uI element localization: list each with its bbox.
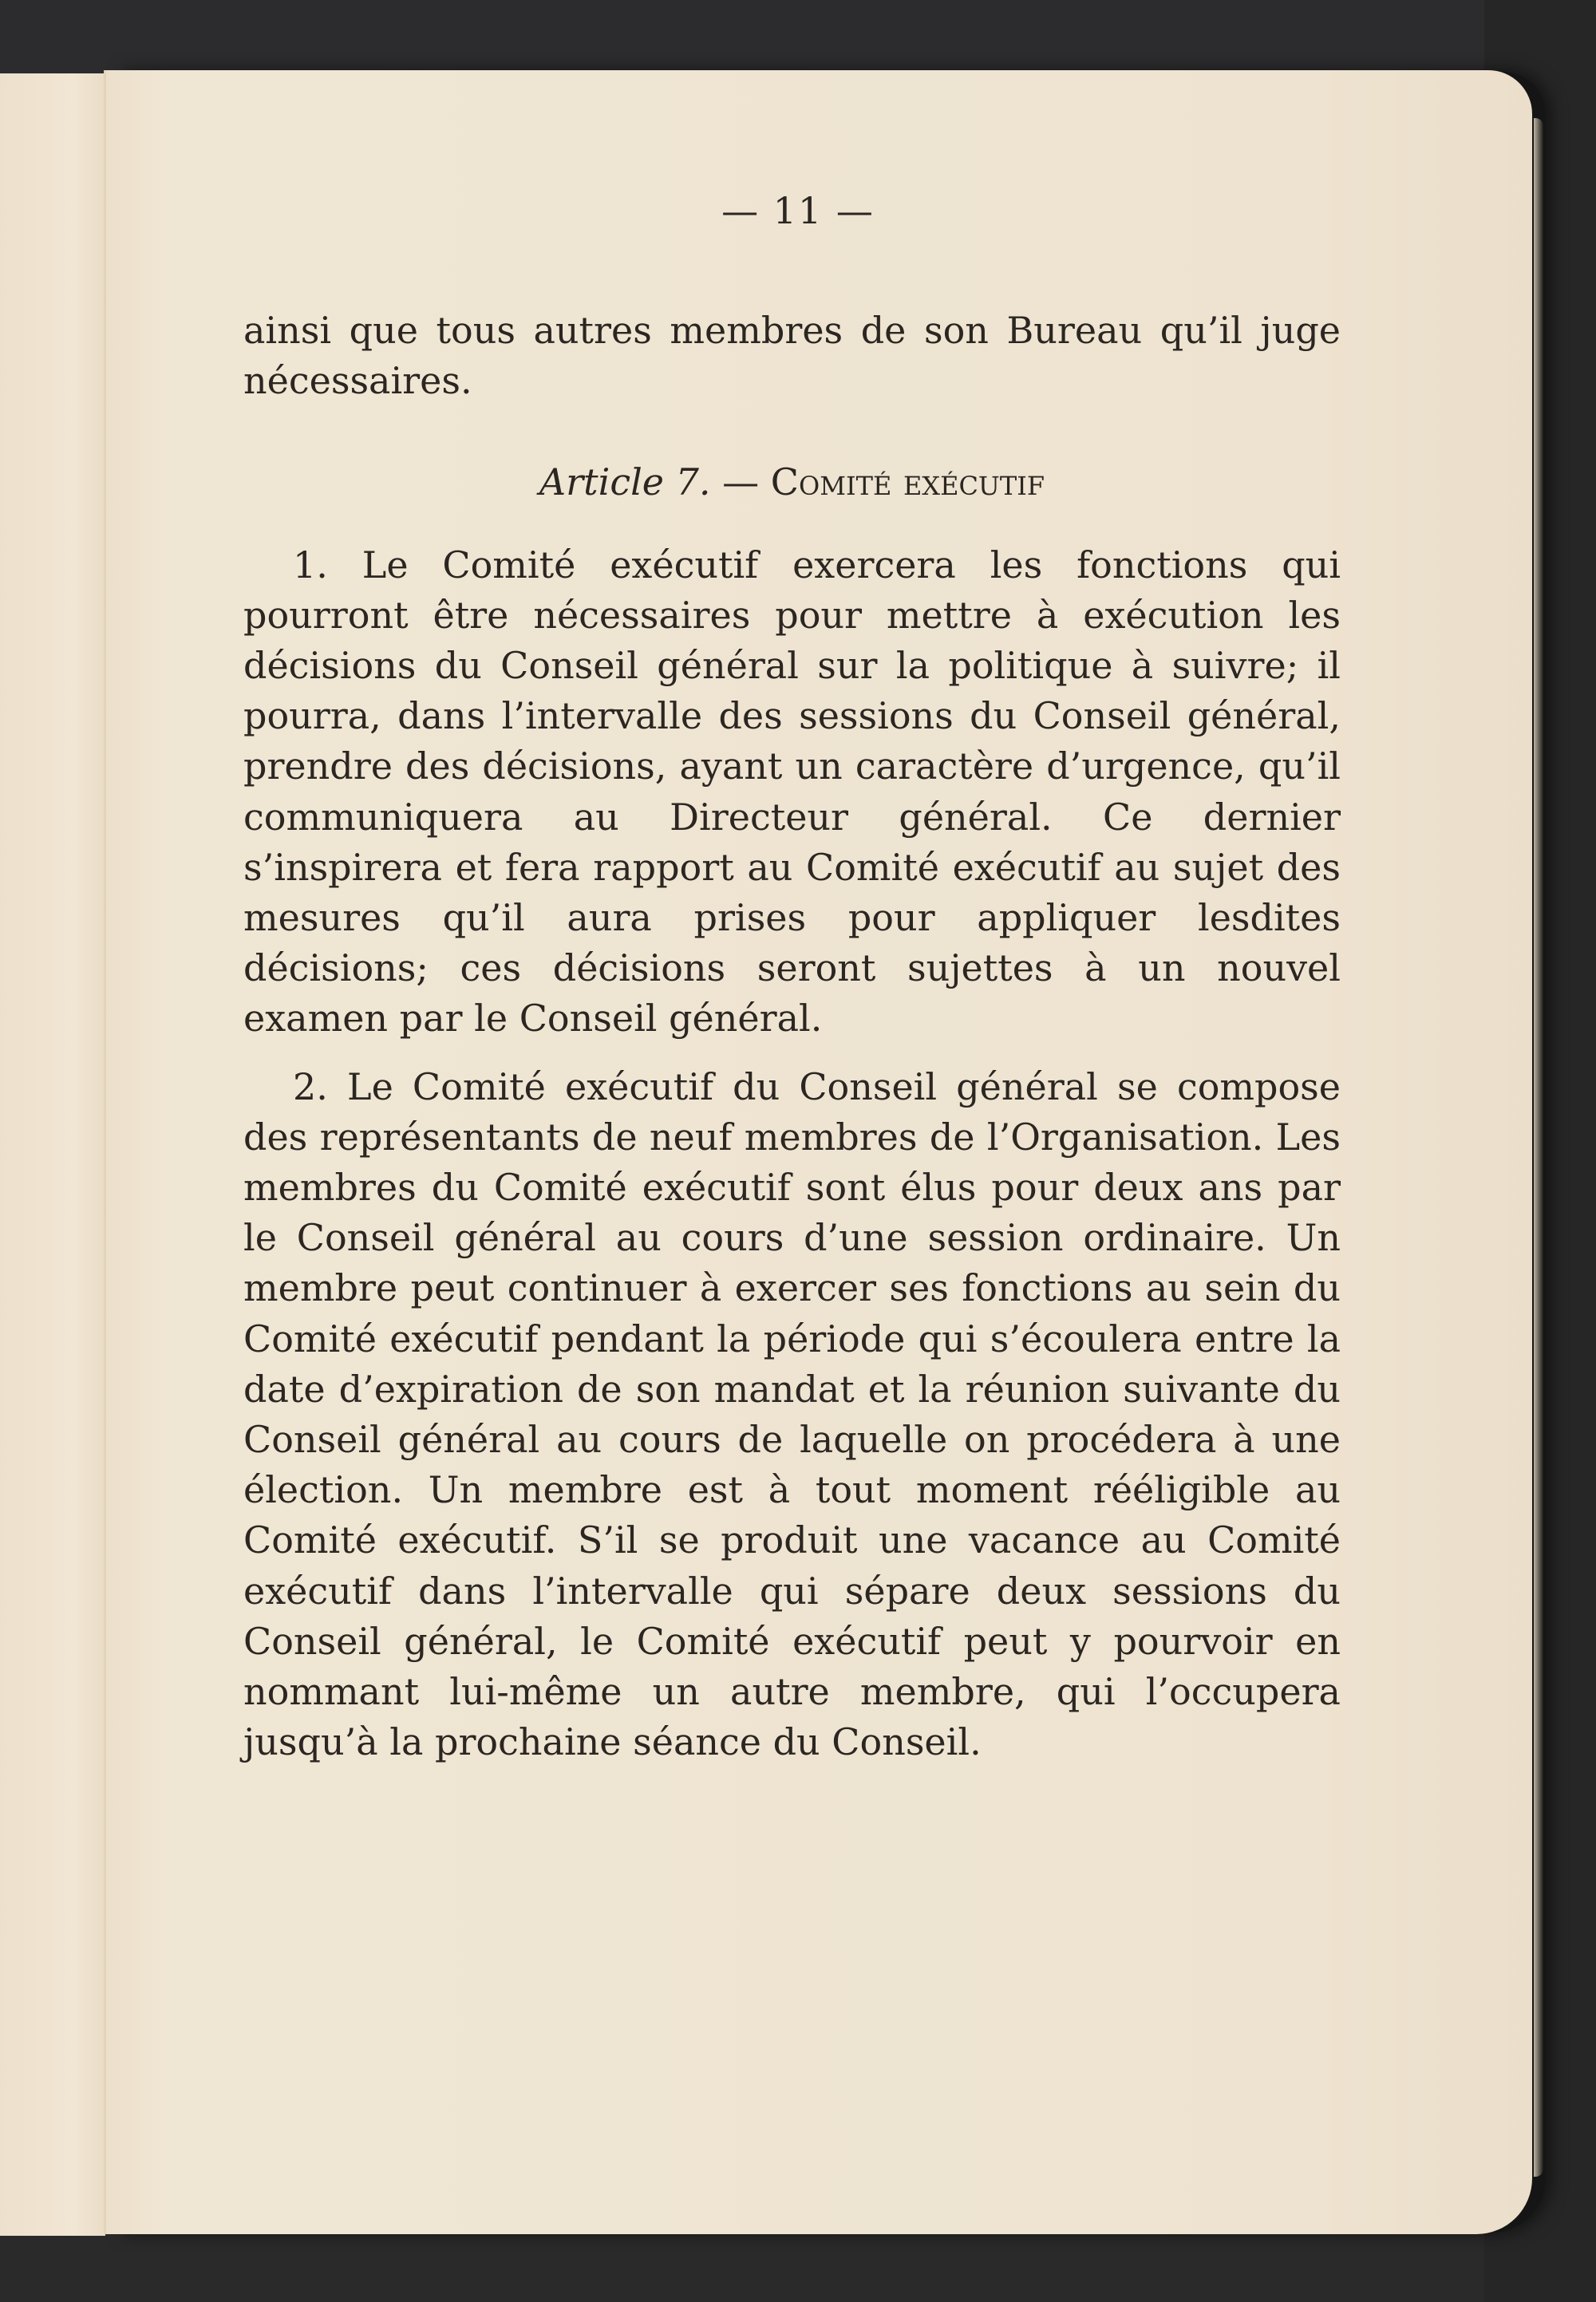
page-body xyxy=(243,192,1341,1767)
article-separator: — xyxy=(710,460,771,504)
carryover-paragraph: ainsi que tous autres membres de son Bureau qu’il juge nécessaires. xyxy=(243,309,1341,403)
article-title: Comité exécutif xyxy=(770,460,1045,504)
paragraph-2 xyxy=(243,1062,1341,1768)
paragraph-number: 2. xyxy=(293,1064,328,1108)
paragraph-1 xyxy=(243,540,1341,1044)
page-stack-edge xyxy=(1534,118,1543,2177)
paragraph-text: Le Comité exécutif du Conseil général se compose des représentants de neuf membres de l’Organisation. Les membres du Comité exécutif sont élus pour deux ans par le Conseil général au cours d’une session ordinaire. Un membre peut continuer à exercer ses fonctions au sein du Comité exécutif pendant la période qui s’écoulera entre la date d’expiration de son mandat et la réunion suivante du Conseil général au cours de laquelle on procédera à une élection. Un membre est à tout moment rééligible au Comité exécutif. S’il se produit une vacance au Comité exécutif dans l’intervalle qui sépare deux sessions du Conseil général, le Comité exécutif peut y pourvoir en nommant lui-même un autre membre, qui l’occupera jusqu’à la prochaine séance du Conseil. xyxy=(243,1064,1341,1764)
paragraph-number: 1. xyxy=(293,543,328,586)
article-label: Article 7. xyxy=(539,460,711,504)
page-number: — 11 — xyxy=(721,189,875,232)
article-heading xyxy=(243,457,1341,507)
scan-background-top xyxy=(0,0,1596,73)
facing-page-edge xyxy=(0,73,105,2236)
paragraph-text: Le Comité exécutif exercera les fonctions qui pourront être nécessaires pour mettre à exécution les décisions du Conseil général sur la politique à suivre; il pourra, dans l’intervalle des sessions du Conseil général, prendre des décisions, ayant un caractère d’urgence, qu’il communiquera au Directeur général. Ce dernier s’inspirera et fera rapport au Comité exécutif au sujet des mesures qu’il aura prises pour appliquer lesdites décisions; ces décisions seront sujettes à un nouvel examen par le Conseil général. xyxy=(243,543,1341,1040)
gutter-fold xyxy=(104,70,106,2234)
